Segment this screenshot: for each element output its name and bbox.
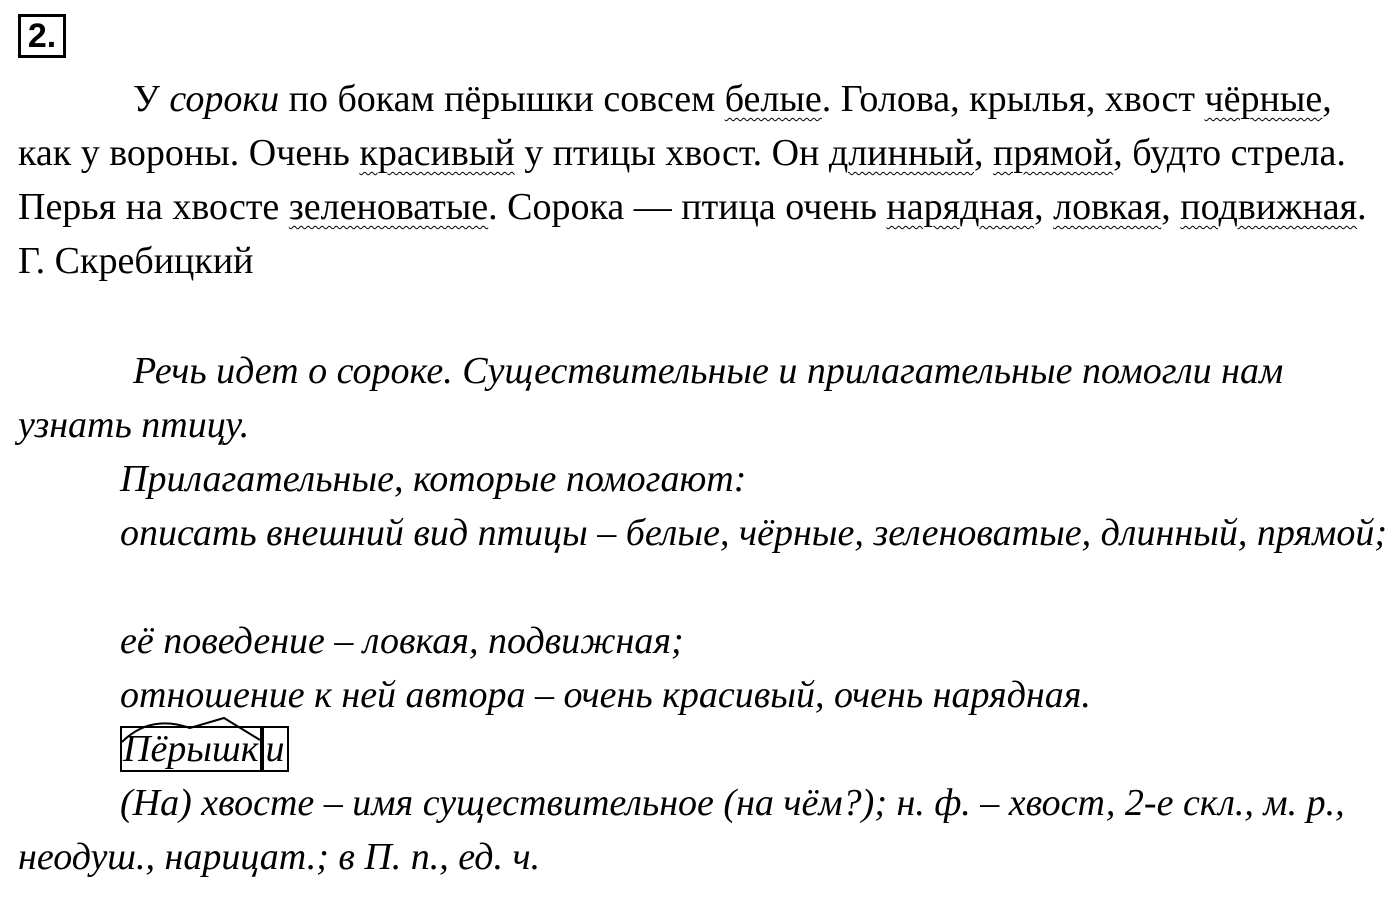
adjective-pryamoi: прямой (993, 132, 1114, 174)
story-author: . Г. Скребицкий (18, 186, 1367, 282)
story-paragraph (18, 72, 1388, 288)
answer-line-2: Прилагательные, которые помогают: (120, 458, 747, 500)
adjective-krasivyi: красивый (359, 132, 515, 174)
story-text: , как у вороны. Очень (18, 78, 1332, 174)
story-text: . Сорока — птица очень (488, 186, 887, 228)
adjective-naryadnaya: нарядная (886, 186, 1035, 228)
answer-line-7: (На) хвосте – имя существительное (на чём?); н. ф. – хвост, 2-е скл., м. р., неодуш., нарицат.; в П. п., ед. ч. (18, 782, 1345, 878)
story-text: , будто стрела. Перья на хвосте (18, 132, 1346, 228)
story-text: у птицы хвост. Он (514, 132, 829, 174)
story-text: , (1161, 186, 1181, 228)
story-word-soroki: сороки (169, 78, 280, 120)
story-text: . Голова, крылья, хвост (821, 78, 1205, 120)
story-text: по бокам пёрышки совсем (279, 78, 725, 120)
story-text: , (1034, 186, 1054, 228)
adjective-dlinnyi: длинный (828, 132, 975, 174)
morpheme-analysis (120, 722, 1380, 776)
adjective-zelenovatye: зеленоватые (288, 186, 489, 228)
adjective-chernye: чёрные (1204, 78, 1323, 120)
story-text: У (133, 78, 170, 120)
word-ending: и (262, 726, 289, 772)
exercise-number: 2. (18, 14, 66, 58)
story-text: , (974, 132, 994, 174)
answer-line-3: описать внешний вид птицы – белые, чёрные, зеленоватые, длинный, прямой; (120, 512, 1387, 554)
answer-line-4: её поведение – ловкая, подвижная; (120, 620, 684, 662)
answer-line-1: Речь идет о сороке. Существительные и прилагательные помогли нам узнать птицу. (18, 350, 1284, 446)
adjective-belye: белые (724, 78, 822, 120)
word-stem: Пёрышк (120, 726, 262, 772)
adjective-lovkaya: ловкая (1053, 186, 1162, 228)
answer-line-5: отношение к ней автора – очень красивый, очень нарядная. (120, 674, 1091, 716)
morpheme-word (120, 722, 289, 776)
adjective-podvizhnaya: подвижная (1180, 186, 1358, 228)
stem-arc-icon (120, 718, 268, 748)
